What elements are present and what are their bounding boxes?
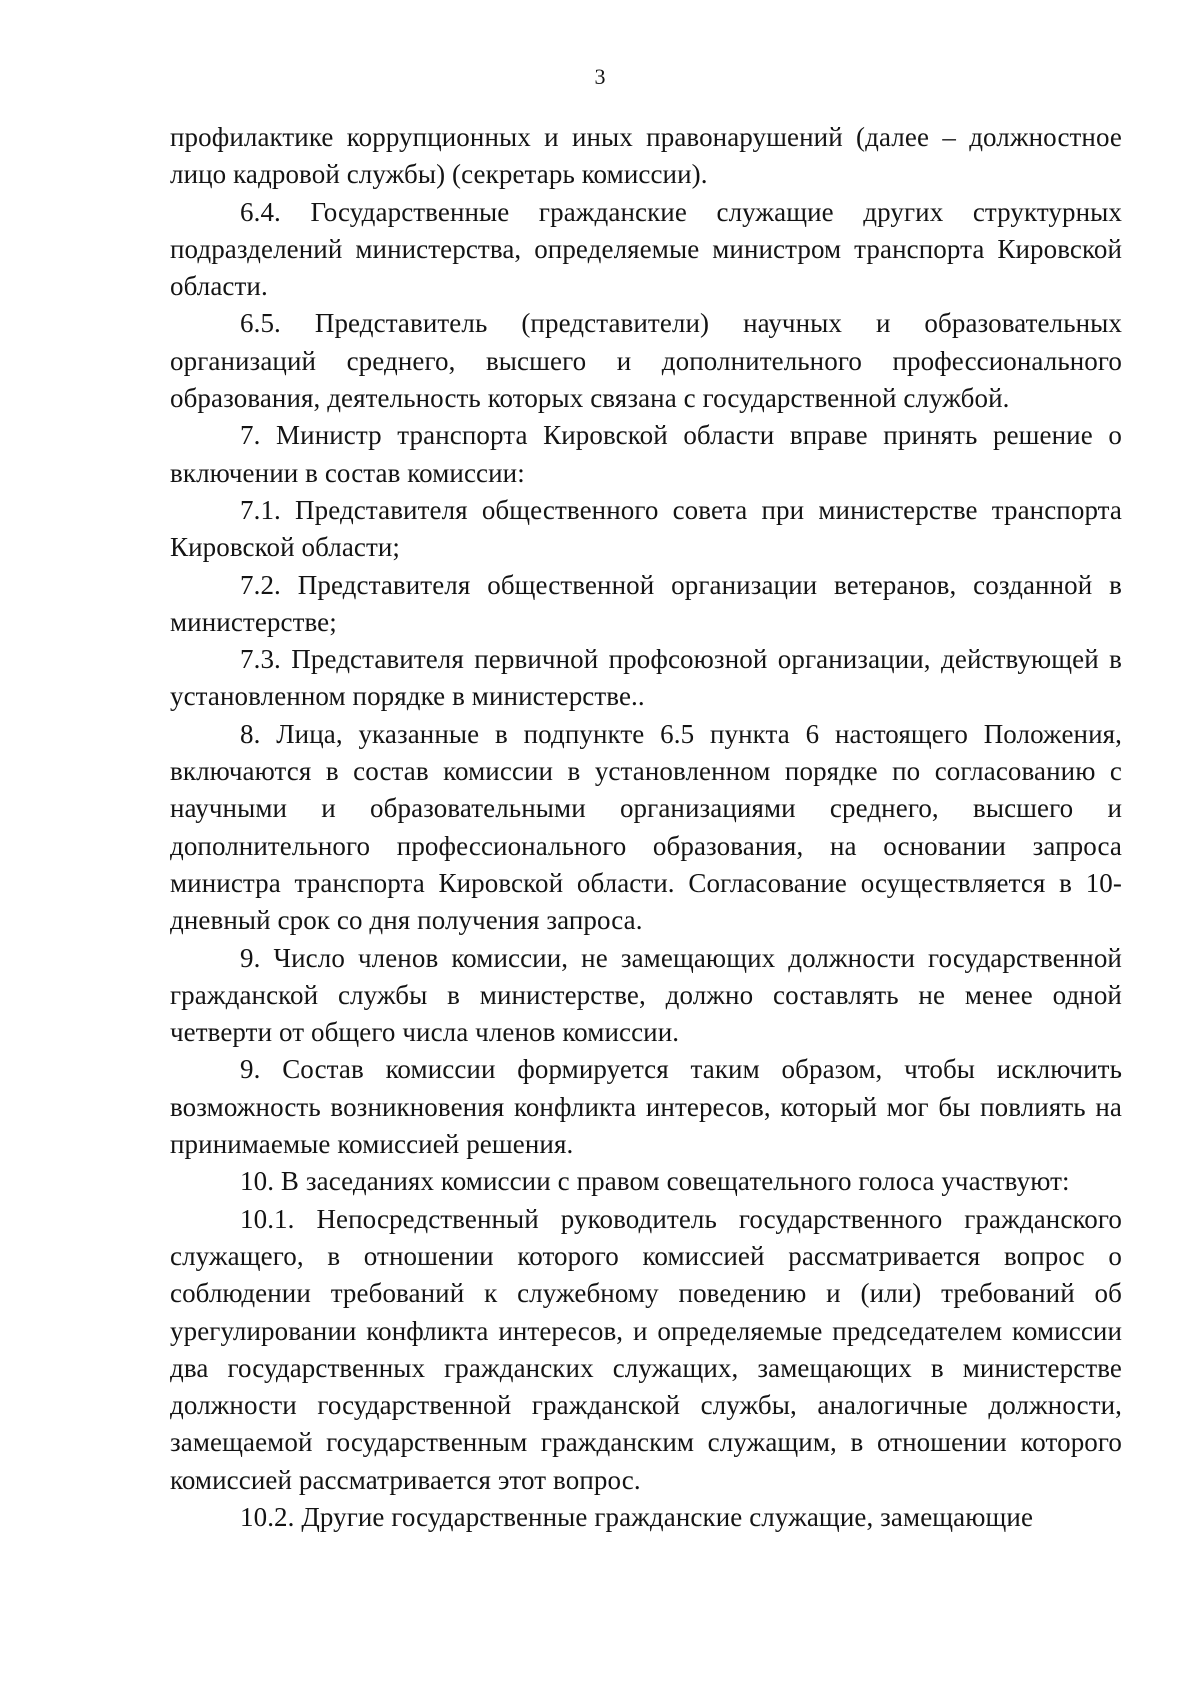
clause-number: 7.3. [240, 644, 281, 675]
paragraph-text: Состав комиссии формируется таким образом, чтобы исключить возможность возникновения конфликта интересов, который мог бы повлиять на принимаемые комиссией решения. [170, 1054, 1122, 1160]
paragraph-6-5 [170, 305, 1122, 417]
paragraph-7-1 [170, 492, 1122, 567]
clause-number: 7.2. [240, 569, 281, 600]
paragraph-9 [170, 940, 1122, 1052]
paragraph-text: В заседаниях комиссии с правом совещательного голоса участвуют: [274, 1166, 1070, 1197]
clause-number: 8. [240, 718, 261, 749]
paragraph-7 [170, 417, 1122, 492]
paragraph-6-4 [170, 194, 1122, 306]
paragraph-7-3 [170, 641, 1122, 716]
paragraph-8 [170, 716, 1122, 940]
paragraph-text: Число членов комиссии, не замещающих должности государственной гражданской службы в министерстве, должно составлять не менее одной четверти от общего числа членов комиссии. [170, 942, 1122, 1048]
paragraph-text: Представитель (представители) научных и образовательных организаций среднего, высшего и дополнительного профессионального образования, деятельность которых связана с государственной службой. [170, 308, 1122, 414]
clause-number: 9. [240, 1054, 261, 1085]
paragraph-7-2 [170, 567, 1122, 642]
clause-number: 10.1. [240, 1203, 295, 1234]
paragraph-10-2 [170, 1499, 1122, 1536]
clause-number: 10. [240, 1166, 275, 1197]
document-body [170, 119, 1122, 1536]
paragraph-9-repeat [170, 1051, 1122, 1163]
paragraph-text: Представителя первичной профсоюзной организации, действующей в установленном порядке в министерстве.. [170, 644, 1122, 712]
paragraph-text: Государственные гражданские служащие других структурных подразделений министерства, определяемые министром транспорта Кировской области. [170, 196, 1122, 302]
paragraph-10 [170, 1163, 1122, 1200]
paragraph-text: Лица, указанные в подпункте 6.5 пункта 6 настоящего Положения, включаются в состав комиссии в установленном порядке по согласованию с научными и образовательными организациями среднего, высшего и дополнительного профессионального образования, на основании запроса министра транспорта Кировской области. Согласование осуществляется в 10-дневный срок со дня получения запроса. [170, 718, 1122, 936]
clause-number: 6.4. [240, 196, 281, 227]
clause-number: 9. [240, 942, 261, 973]
paragraph-text: Другие государственные гражданские служащие, замещающие [294, 1501, 1034, 1532]
paragraph-continuation [170, 119, 1122, 194]
clause-number: 7.1. [240, 494, 281, 525]
clause-number: 6.5. [240, 308, 281, 339]
page-number: 3 [594, 64, 606, 89]
clause-number: 7. [240, 420, 261, 451]
clause-number: 10.2. [240, 1501, 295, 1532]
paragraph-text: Представителя общественной организации ветеранов, созданной в министерстве; [170, 569, 1122, 637]
paragraph-text: профилактике коррупционных и иных правонарушений (далее – должностное лицо кадровой службы) (секретарь комиссии). [170, 122, 1122, 190]
paragraph-text: Представителя общественного совета при министерстве транспорта Кировской области; [170, 494, 1122, 563]
paragraph-10-1 [170, 1201, 1122, 1499]
paragraph-text: Министр транспорта Кировской области вправе принять решение о включении в состав комиссии: [170, 420, 1122, 488]
paragraph-text: Непосредственный руководитель государственного гражданского служащего, в отношении которого комиссией рассматривается вопрос о соблюдении требований к служебному поведению и (или) требований об урегулировании конфликта интересов, и определяемые председателем комиссии два государственных гражданских служащих, замещающих в министерстве должности государственной гражданской службы, аналогичные должности, замещаемой государственным гражданским служащим, в отношении которого комиссией рассматривается этот вопрос. [170, 1203, 1122, 1495]
